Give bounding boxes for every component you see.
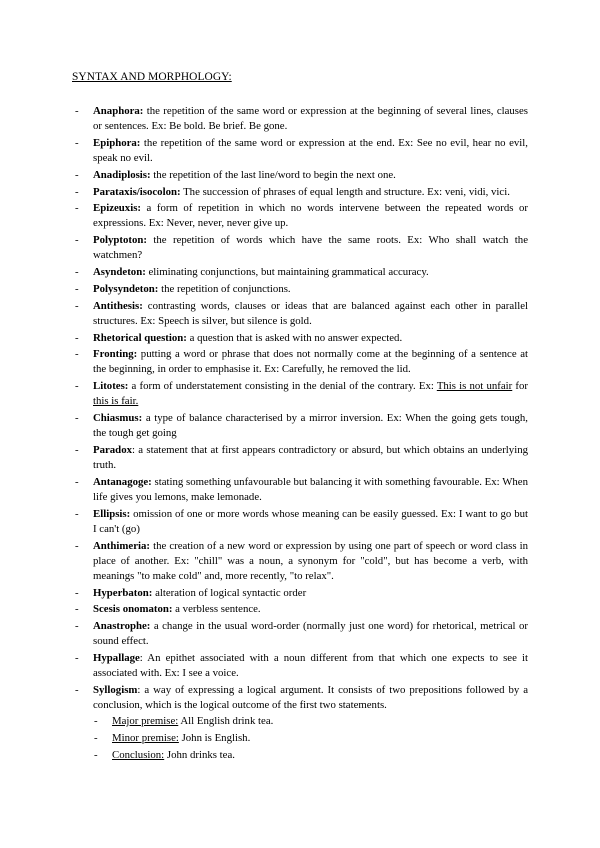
sub-list-item: [93, 748, 528, 763]
term-definition: the repetition of conjunctions.: [158, 282, 291, 295]
term-definition: eliminating conjunctions, but maintaining grammatical accuracy.: [145, 266, 429, 279]
terms-list: [72, 104, 528, 764]
syllogism-parts-list: [93, 714, 528, 763]
term-label: Parataxis/isocolon:: [93, 185, 181, 198]
list-item: [72, 602, 528, 617]
term-label: Epizeuxis:: [93, 202, 141, 215]
list-item: [72, 507, 528, 537]
term-label: Asyndeton:: [93, 266, 146, 279]
term-label: Anaphora:: [93, 105, 144, 117]
premise-text: All English drink tea.: [178, 715, 274, 727]
term-definition: alteration of logical syntactic order: [152, 586, 307, 599]
term-label: Hyperbaton:: [93, 586, 153, 599]
list-item: [72, 104, 528, 134]
list-item: [72, 586, 528, 601]
term-definition: omission of one or more words whose meaning can be easily guessed. Ex: I want to go but I can't (go): [93, 507, 528, 535]
list-item: [72, 619, 528, 649]
term-label: Hypallage: [93, 651, 140, 664]
term-definition: stating something unfavourable but balancing it with something favourable. Ex: When life gives you lemons, make lemonade.: [93, 475, 528, 503]
term-label: Chiasmus:: [93, 412, 143, 425]
example-underlined: this is fair.: [93, 395, 139, 408]
term-label: Rhetorical question:: [93, 331, 187, 344]
list-item: [72, 282, 528, 297]
term-label: Polyptoton:: [93, 234, 147, 247]
term-definition: contrasting words, clauses or ideas that are balanced against each other in parallel structures. Ex: Speech is silver, but silence is gold.: [93, 299, 528, 327]
term-label: Litotes:: [93, 380, 129, 393]
term-definition: : An epithet associated with a noun different from that which one expects to see it associated with. Ex: I see a voice.: [93, 651, 528, 680]
term-definition: : a way of expressing a logical argument. It consists of two prepositions followed by a conclusion, which is the logical outcome of the first two statements.: [93, 683, 528, 711]
list-item: [72, 539, 528, 584]
term-definition: for: [512, 380, 528, 393]
list-item: [72, 475, 528, 505]
list-item: [72, 331, 528, 346]
term-definition: the repetition of words which have the same roots. Ex: Who shall watch the watchmen?: [93, 234, 528, 262]
term-definition: : a statement that at first appears contradictory or absurd, but which obtains an underlying truth.: [93, 443, 528, 471]
sub-list-item: [93, 731, 528, 746]
term-label: Polysyndeton:: [93, 282, 159, 295]
term-definition: The succession of phrases of equal length and structure. Ex: veni, vidi, vici.: [180, 185, 510, 198]
term-label: Epiphora:: [93, 136, 141, 149]
premise-text: John is English.: [178, 731, 251, 744]
term-label: Antanagoge:: [93, 475, 152, 488]
list-item: [72, 379, 528, 409]
term-label: Anadiplosis:: [93, 168, 151, 181]
term-definition: a change in the usual word-order (normally just one word) for rhetorical, metrical or sound effect.: [93, 620, 528, 648]
term-definition: putting a word or phrase that does not normally come at the beginning of a sentence at the beginning, in order to emphasise it. Ex: Carefully, he removed the lid.: [93, 348, 528, 376]
term-definition: the repetition of the same word or expression at the end. Ex: See no evil, hear no evil, speak no evil.: [93, 136, 528, 164]
term-label: Scesis onomaton:: [93, 603, 173, 616]
page-title: SYNTAX AND MORPHOLOGY:: [72, 71, 232, 83]
term-definition: a type of balance characterised by a mirror inversion. Ex: When the going gets tough, the tough get going: [93, 412, 528, 440]
term-label: Syllogism: [93, 683, 138, 696]
term-label: Paradox: [93, 443, 132, 456]
list-item: [72, 347, 528, 377]
term-definition: a question that is asked with no answer expected.: [186, 331, 403, 344]
premise-text: John drinks tea.: [164, 748, 235, 761]
term-definition: a form of understatement consisting in the denial of the contrary. Ex:: [128, 380, 437, 393]
premise-label: Major premise:: [112, 715, 179, 727]
list-item: [72, 168, 528, 183]
list-item: [72, 411, 528, 441]
term-definition: a form of repetition in which no words intervene between the repeated words or expressions. Ex: Never, never, never give up.: [93, 202, 528, 230]
list-item: [72, 233, 528, 263]
term-definition: the creation of a new word or expression by using one part of speech or word class in place of another. Ex: "chill" was a noun, a synonym for "cold", but has become a verb, with meanings "to make cold" and, more recently, "to relax".: [93, 539, 528, 582]
list-item: [72, 299, 528, 329]
premise-label: Conclusion:: [112, 748, 165, 761]
term-label: Ellipsis:: [93, 507, 131, 520]
term-label: Antithesis:: [93, 299, 143, 312]
list-item: [72, 185, 528, 200]
term-label: Anthimeria:: [93, 539, 150, 552]
list-item: [72, 651, 528, 681]
example-underlined: This is not unfair: [436, 380, 513, 393]
list-item: [72, 265, 528, 280]
term-definition: a verbless sentence.: [172, 603, 261, 616]
list-item: [72, 683, 528, 763]
sub-list-item: [93, 714, 528, 729]
term-definition: the repetition of the last line/word to begin the next one.: [150, 168, 396, 181]
term-definition: the repetition of the same word or expression at the beginning of several lines, clauses or sentences. Ex: Be bold. Be brief. Be gone.: [93, 105, 528, 133]
list-item: [72, 443, 528, 473]
list-item: [72, 136, 528, 166]
term-label: Anastrophe:: [93, 620, 151, 633]
list-item: [72, 201, 528, 231]
premise-label: Minor premise:: [112, 731, 179, 744]
term-label: Fronting:: [93, 348, 138, 361]
